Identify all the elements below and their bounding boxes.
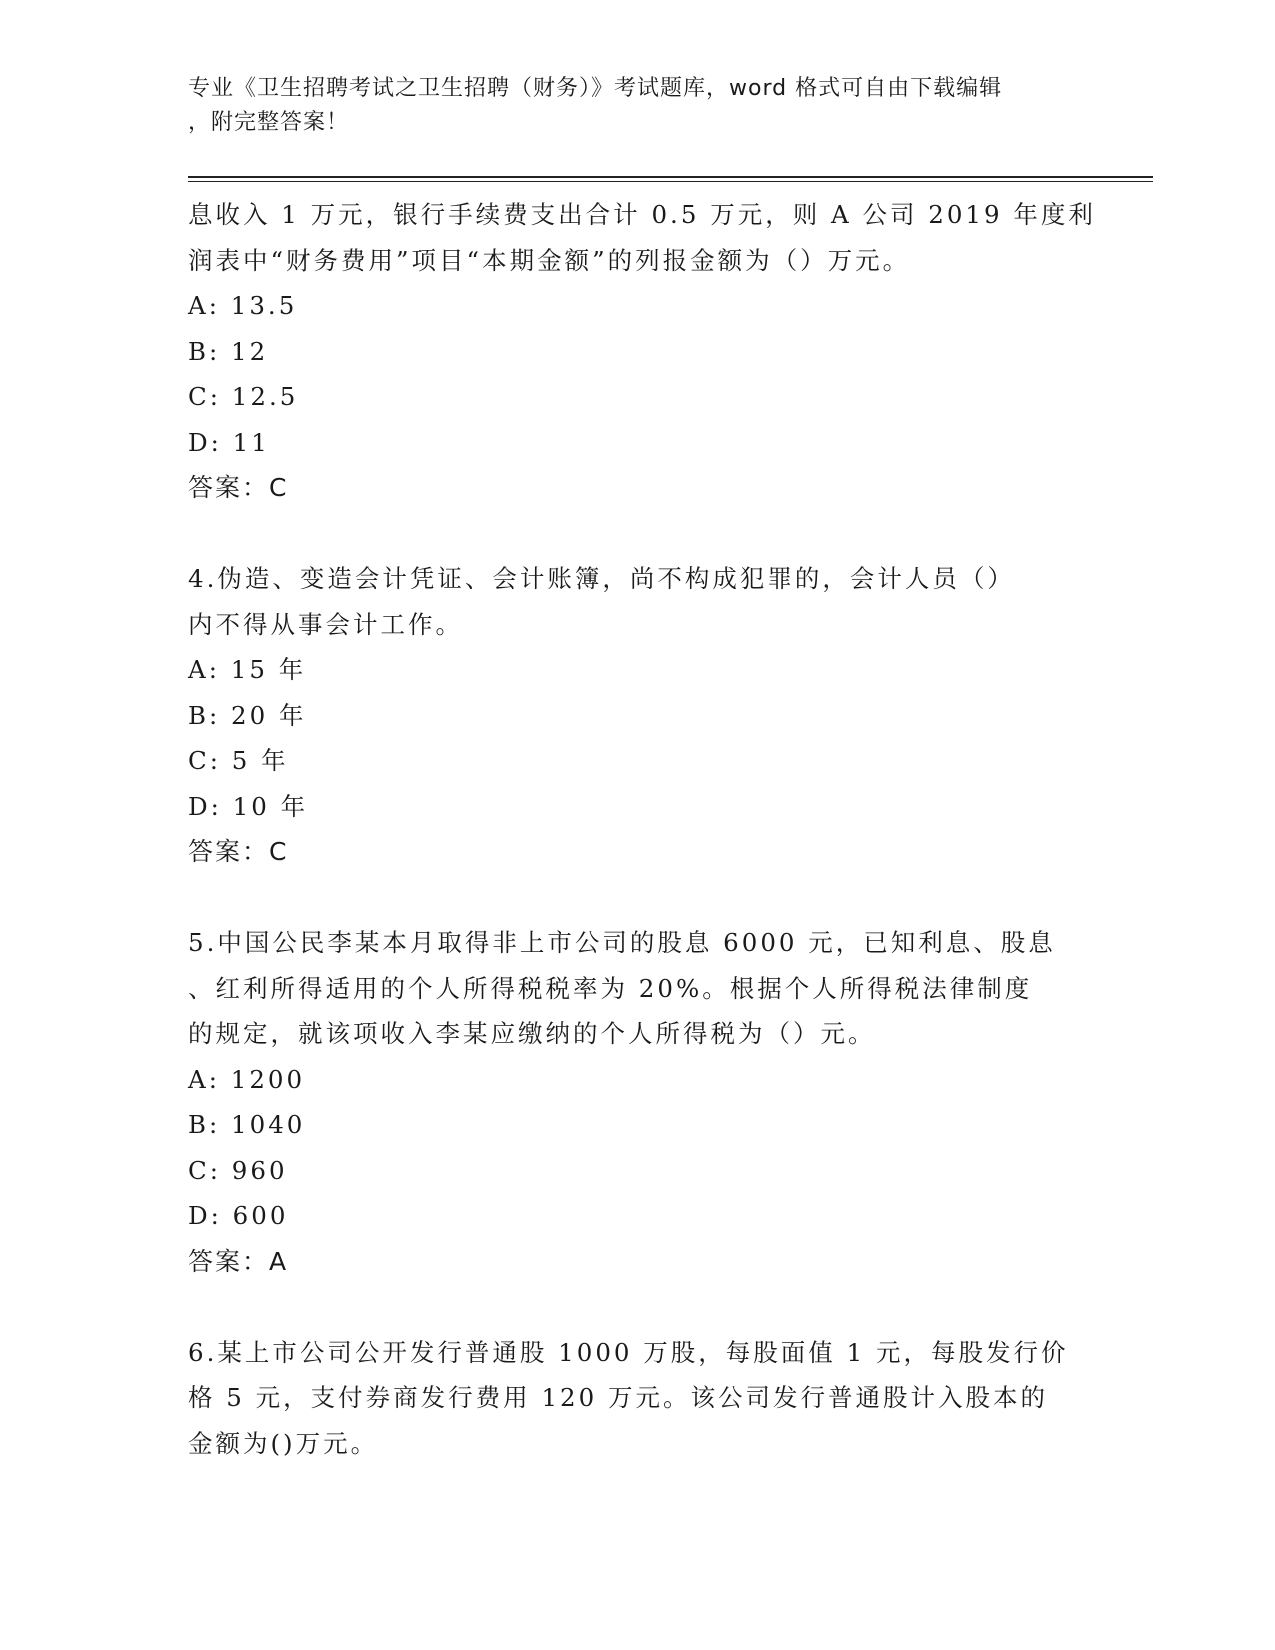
question-stem: 4.伪造、变造会计凭证、会计账簿，尚不构成犯罪的，会计人员（） (188, 564, 1015, 593)
question-stem: 金额为()万元。 (188, 1428, 379, 1458)
option-b: B: 20 年 (188, 700, 307, 730)
question-stem: 的规定，就该项收入李某应缴纳的个人所得税为（）元。 (188, 1019, 876, 1048)
option-c: C: 5 年 (188, 746, 289, 775)
option-b: B: 1040 (188, 1110, 306, 1139)
option-c: C: 12.5 (188, 382, 299, 411)
header-rule-thick (188, 176, 1153, 178)
question-stem: 格 5 元，支付券商发行费用 120 万元。该公司发行普通股计入股本的 (188, 1383, 1048, 1412)
spacer (188, 511, 1088, 557)
header-line-2: ，附完整答案！ (188, 110, 350, 135)
answer-label: 答案：A (188, 1246, 289, 1276)
option-c: C: 960 (188, 1155, 288, 1185)
option-a: A: 15 年 (188, 655, 307, 684)
option-a: A: 13.5 (188, 291, 298, 320)
question-stem: 内不得从事会计工作。 (188, 609, 463, 639)
header-rule-thin (188, 181, 1153, 182)
question-list (188, 192, 1096, 1466)
question-stem: 、红利所得适用的个人所得税税率为 20%。根据个人所得税法律制度 (188, 973, 1033, 1003)
option-d: D: 11 (188, 427, 270, 457)
question-stem: 息收入 1 万元，银行手续费支出合计 0.5 万元，则 A 公司 2019 年度利 (188, 200, 1096, 229)
option-d: D: 10 年 (188, 791, 309, 821)
question-5 (188, 920, 1088, 1284)
answer-label: 答案：C (188, 837, 289, 866)
option-b: B: 12 (188, 336, 269, 366)
spacer (188, 875, 1088, 921)
spacer (188, 1284, 1088, 1330)
question-stem: 5.中国公民李某本月取得非上市公司的股息 6000 元，已知利息、股息 (188, 928, 1056, 957)
question-stem: 6.某上市公司公开发行普通股 1000 万股，每股面值 1 元，每股发行价 (188, 1337, 1069, 1367)
option-d: D: 600 (188, 1201, 289, 1230)
question-4 (188, 556, 1088, 875)
question-stem: 润表中“财务费用”项目“本期金额”的列报金额为（）万元。 (188, 245, 911, 275)
question-3 (188, 192, 1096, 511)
document-header (188, 72, 1088, 140)
answer-label: 答案：C (188, 473, 289, 502)
question-6 (188, 1330, 1088, 1467)
option-a: A: 1200 (188, 1064, 306, 1094)
header-line-1: 专业《卫生招聘考试之卫生招聘（财务）》考试题库，word 格式可自由下载编辑 (188, 76, 1003, 101)
